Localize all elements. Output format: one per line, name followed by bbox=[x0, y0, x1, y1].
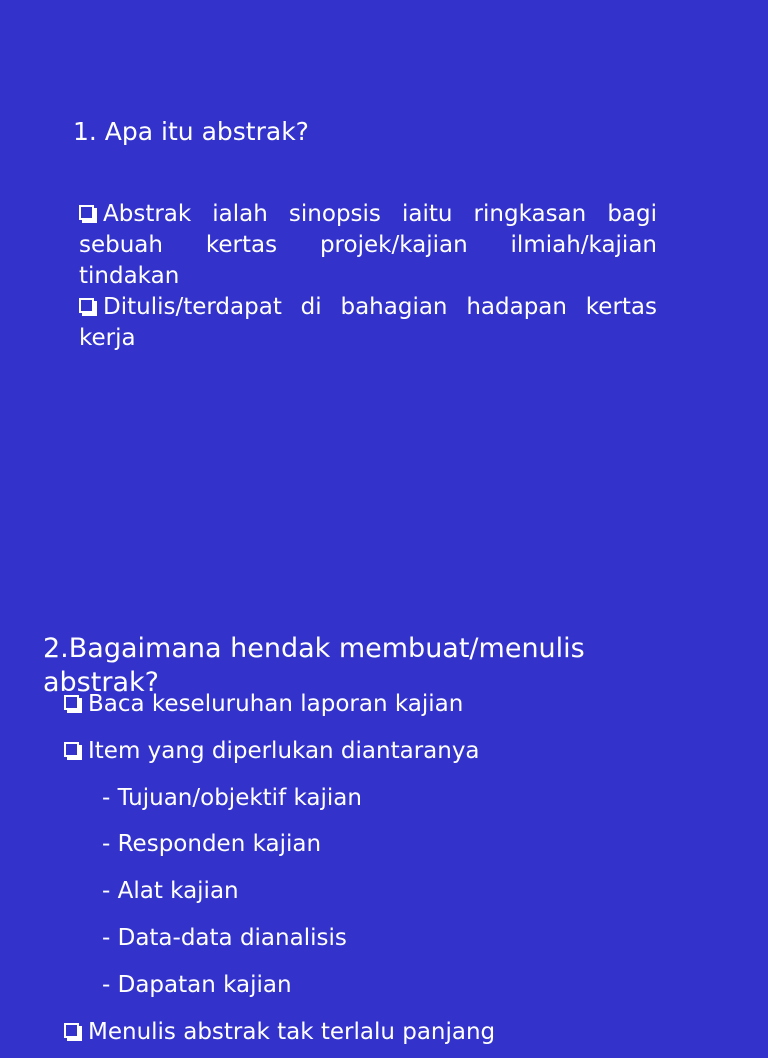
checkbox-icon bbox=[79, 205, 94, 220]
checkbox-icon bbox=[64, 1023, 79, 1038]
section2-sub-item: - Data-data dianalisis bbox=[102, 924, 347, 951]
section2-bullet bbox=[64, 731, 744, 778]
section1-body bbox=[79, 199, 657, 354]
section2-heading: 2.Bagaimana hendak membuat/menulis abstrak? bbox=[43, 633, 585, 698]
checkbox-icon bbox=[64, 742, 79, 757]
section2-bullet bbox=[64, 684, 744, 731]
section2-sub-item: - Tujuan/objektif kajian bbox=[102, 784, 362, 811]
section2-bullet-partial bbox=[64, 1012, 744, 1058]
section1-bullet bbox=[79, 292, 657, 354]
section2-bullet-text: Item yang diperlukan diantaranya bbox=[88, 737, 480, 764]
section1-bullet-text: Ditulis/terdapat di bahagian hadapan kertas kerja bbox=[79, 294, 657, 351]
section1-bullet-text: Abstrak ialah sinopsis iaitu ringkasan bagi sebuah kertas projek/kajian ilmiah/kajian tindakan bbox=[79, 201, 657, 289]
section1-bullet bbox=[79, 199, 657, 292]
checkbox-icon bbox=[79, 298, 94, 313]
section2-list bbox=[64, 684, 744, 1058]
section2-bullet-text: Menulis abstrak tak terlalu panjang bbox=[88, 1018, 496, 1045]
section2-bullet-text: Baca keseluruhan laporan kajian bbox=[88, 691, 464, 717]
checkbox-icon bbox=[64, 695, 79, 710]
section1-heading: 1. Apa itu abstrak? bbox=[73, 117, 309, 146]
section2-sub-item: - Responden kajian bbox=[102, 831, 322, 858]
section2-sub-item: - Dapatan kajian bbox=[102, 971, 292, 998]
section2-sub-item: - Alat kajian bbox=[102, 878, 239, 905]
